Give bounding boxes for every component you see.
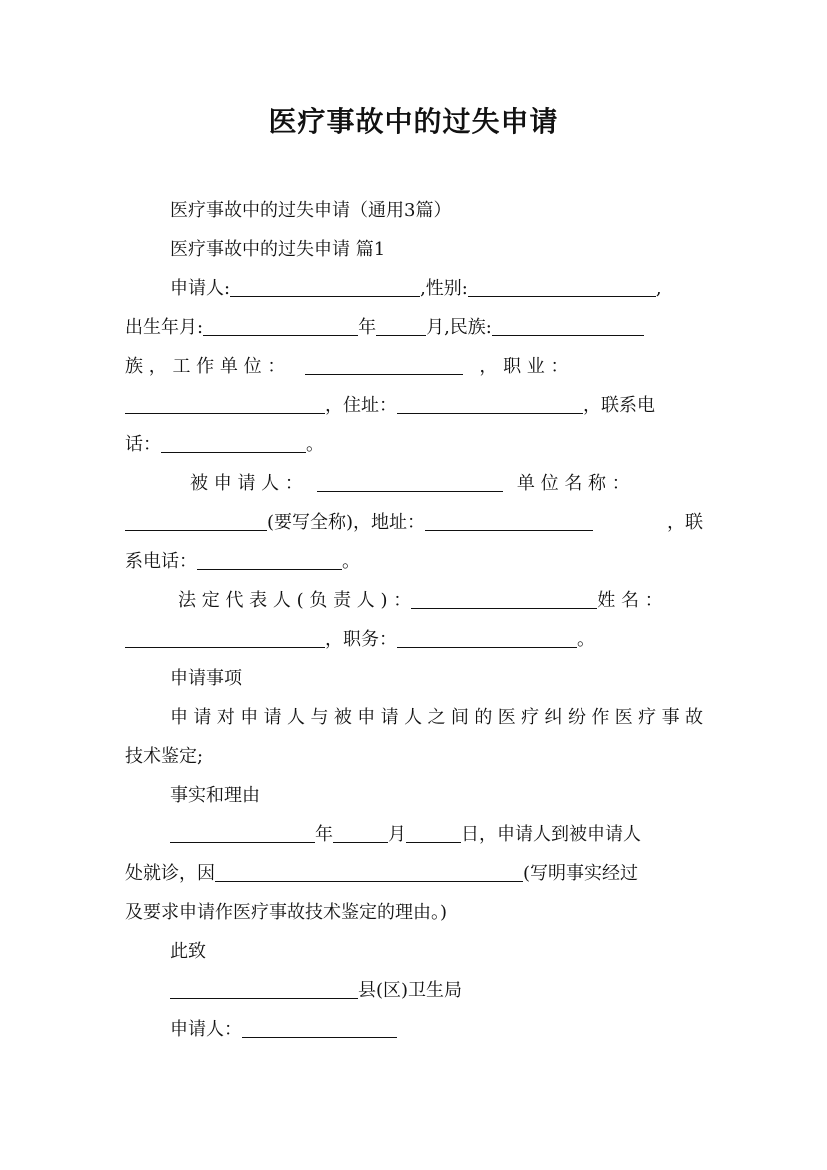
unit-name-label: 单 位 名 称 ： <box>516 473 630 494</box>
signature-line <box>170 1017 703 1043</box>
address-line <box>125 393 703 419</box>
county-blank <box>170 980 358 999</box>
work-line <box>125 354 703 380</box>
birth-label: 出生年月: <box>125 317 204 338</box>
respondent-line <box>190 471 703 497</box>
facts-reason-note: (写明事实经过 <box>523 863 639 884</box>
intro-line: 医疗事故中的过失申请（通用3篇） <box>170 200 452 221</box>
phone-label-end: 话： <box>125 434 161 455</box>
year-label: 年 <box>358 317 377 338</box>
facts-month-blank <box>333 824 388 843</box>
full-name-note: (要写全称)，地址： <box>267 512 426 533</box>
respondent-blank <box>317 473 503 492</box>
facts-month-label: 月 <box>388 824 406 845</box>
applicant-label: 申请人: <box>170 278 231 299</box>
respondent-phone-blank <box>197 551 342 570</box>
period3: 。 <box>577 629 595 650</box>
phone-line <box>125 432 703 458</box>
birth-month-blank <box>376 317 426 336</box>
facts-year-blank <box>170 824 315 843</box>
request-heading: 申请事项 <box>170 668 242 689</box>
address-blank <box>397 395 583 414</box>
facts-reason-line-2: 及要求申请作医疗事故技术鉴定的理由。) <box>125 902 448 923</box>
occupation-label: ， 职 业 ： <box>479 356 569 377</box>
facts-heading: 事实和理由 <box>170 785 260 806</box>
facts-date-line <box>170 822 703 848</box>
facts-reason-label: 处就诊，因 <box>125 863 215 884</box>
work-unit-blank <box>305 356 463 375</box>
facts-day-blank <box>406 824 461 843</box>
phone-label-part: ，联系电 <box>583 395 655 416</box>
respondent-phone-line <box>125 549 703 575</box>
legal-rep-name-blank <box>125 629 325 648</box>
facts-reason-line <box>125 861 703 887</box>
section-heading: 医疗事故中的过失申请 篇1 <box>170 239 386 260</box>
name-label: 姓 名 ： <box>597 590 663 611</box>
period: 。 <box>306 434 324 455</box>
ethnic-label: 月,民族: <box>426 317 492 338</box>
respondent-address-blank <box>425 512 593 531</box>
position-line <box>125 627 703 653</box>
gender-label: ,性别: <box>420 278 468 299</box>
gender-blank <box>468 278 656 297</box>
signature-label: 申请人： <box>170 1019 242 1040</box>
birth-line <box>125 315 703 341</box>
respondent-address-line <box>125 510 703 536</box>
phone-blank <box>161 434 306 453</box>
position-blank <box>397 629 577 648</box>
legal-rep-blank <box>411 590 597 609</box>
request-body-2: 技术鉴定; <box>125 746 204 767</box>
legal-rep-label: 法 定 代 表 人 ( 负 责 人 ) ： <box>178 590 412 611</box>
facts-year-label: 年 <box>315 824 333 845</box>
facts-day-text: 日，申请人到被申请人 <box>461 824 641 845</box>
recipient-line <box>170 978 703 1004</box>
applicant-name-blank <box>230 278 420 297</box>
applicant-line <box>170 276 703 302</box>
signature-blank <box>242 1019 397 1038</box>
legal-rep-line <box>178 588 703 614</box>
work-unit-label: 族 ， 工 作 单 位 ： <box>125 356 286 377</box>
request-body-1: 申请对申请人与被申请人之间的医疗纠纷作医疗事故 <box>170 707 703 728</box>
birth-year-blank <box>203 317 358 336</box>
document-title: 医疗事故中的过失申请 <box>268 105 559 138</box>
ethnic-blank <box>492 317 644 336</box>
position-label: ，职务： <box>325 629 397 650</box>
occupation-blank <box>125 395 325 414</box>
address-label: ，住址： <box>325 395 397 416</box>
recipient-label: 县(区)卫生局 <box>358 980 463 1001</box>
respondent-phone-label: 系电话： <box>125 551 197 572</box>
salutation: 此致 <box>170 941 206 962</box>
unit-name-blank <box>125 512 267 531</box>
respondent-label: 被 申 请 人 ： <box>190 473 303 494</box>
phone-label-part2: ，联 <box>667 512 703 533</box>
comma: , <box>655 278 662 299</box>
facts-reason-blank <box>215 863 523 882</box>
period2: 。 <box>342 551 360 572</box>
